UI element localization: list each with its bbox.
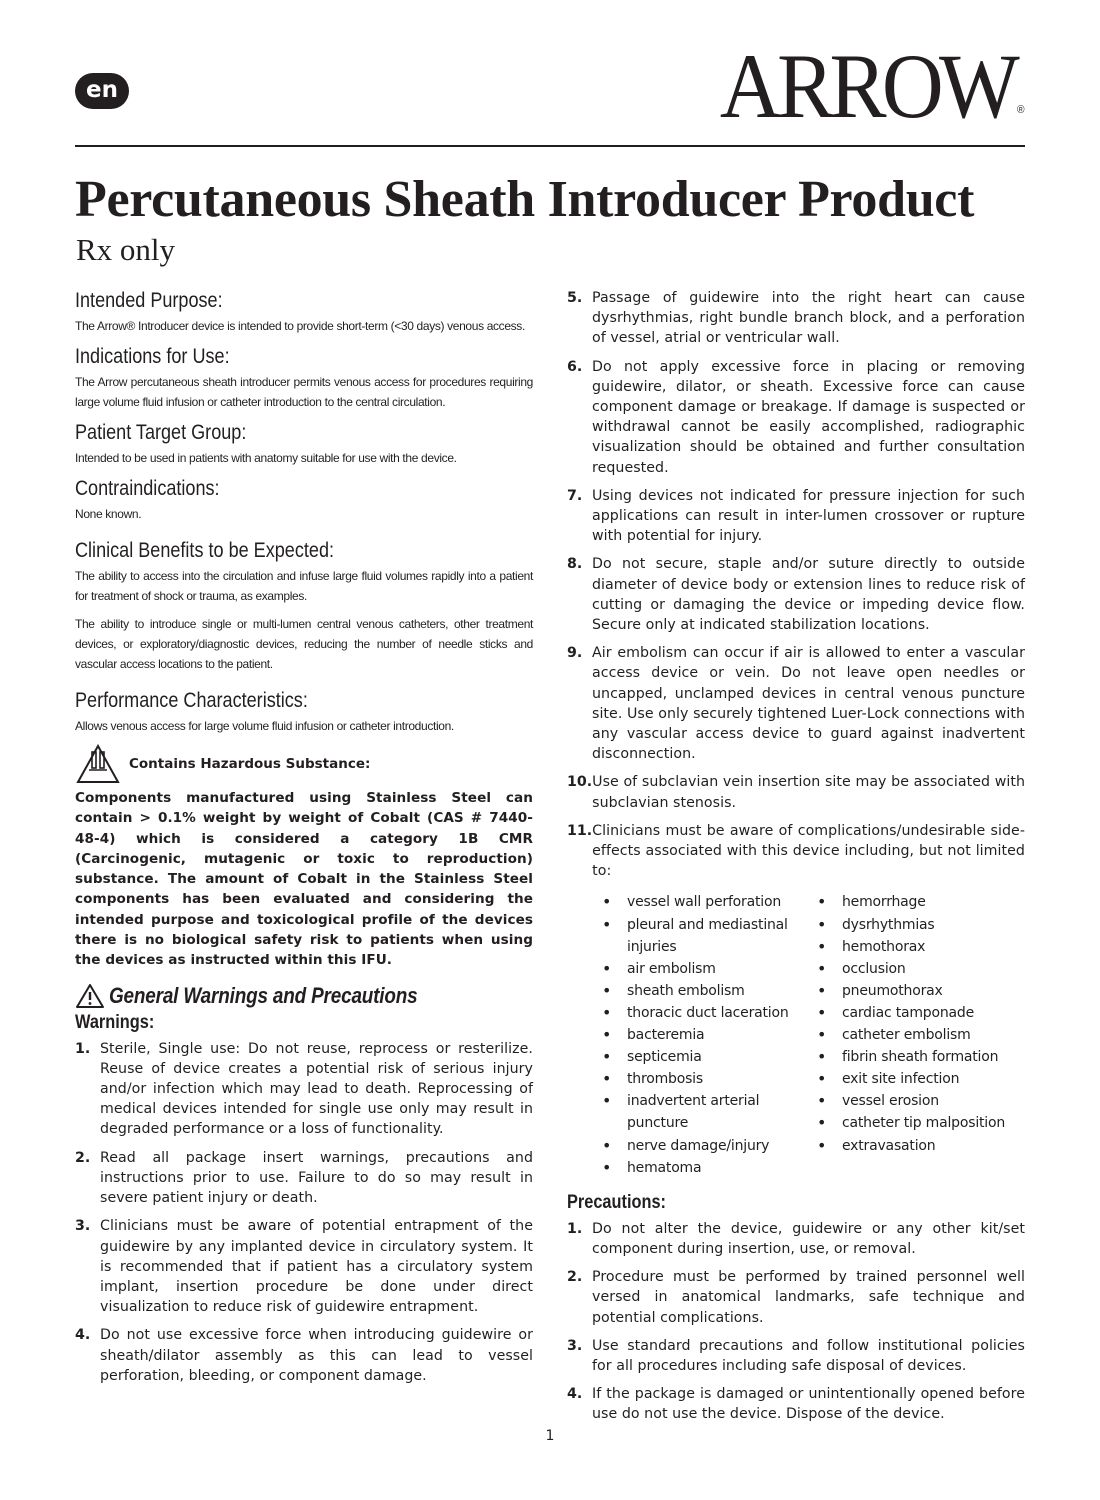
warning-number: 9. [567,645,583,662]
warning-text: Read all package insert warnings, precautions and instructions prior to use. Failure to do so may result in severe patient injury or death. [100,1149,533,1207]
hazardous-substance-heading: Contains Hazardous Substance: [129,756,371,772]
indications-text: The Arrow percutaneous sheath introducer permits venous access for procedures requiring large volume fluid infusion or catheter introduction to the central circulation. [75,375,533,409]
precaution-text: Procedure must be performed by trained personnel well versed in anatomical landmarks, safe technique and potential complications. [592,1269,1025,1326]
registered-mark: ® [1017,104,1025,116]
precaution-number: 2. [567,1269,583,1286]
complication-item: • thoracic duct laceration [600,1002,815,1024]
complication-item: • sheath embolism [600,980,815,1002]
complications-column-2 [815,891,1020,1178]
warning-number: 7. [567,487,583,504]
right-column [567,288,1025,1433]
warning-text: Clinicians must be aware of complications/undesirable side-effects associated with this device including, but not limited to: [592,822,1025,880]
warning-item [567,821,1025,882]
precaution-number: 3. [567,1337,583,1354]
hazardous-substance-header [75,744,533,784]
complication-item: • occlusion [815,958,1020,980]
complication-item: • hemorrhage [815,891,1020,913]
language-badge: en [75,73,129,109]
patient-target-group-text: Intended to be used in patients with anatomy suitable for use with the device. [75,451,457,465]
contraindications-text: None known. [75,507,142,521]
clinical-benefits-paragraph-2: The ability to introduce single or multi-lumen central venous catheters, other treatment devices, or exploratory/diagnostic devices, reducing the number of needle sticks and vascular access locations to the patient. [75,617,533,671]
patient-target-group-heading: Patient Target Group: [75,421,247,444]
warning-text: Sterile, Single use: Do not reuse, reprocess or resterilize. Reuse of device creates a potential risk of serious injury and/or infection which may lead to death. Reprocessing of medical devices intended for single use only may result in degraded performance or a loss of functionality. [100,1040,533,1138]
warning-item [567,554,1025,635]
warning-number: 3. [75,1218,91,1235]
warning-item [75,1039,533,1140]
precaution-item [567,1267,1025,1328]
general-warnings-heading: General Warnings and Precautions [109,982,418,1008]
warnings-heading: Warnings: [75,1011,155,1033]
complication-item: • hemothorax [815,936,1020,958]
precaution-item [567,1219,1025,1259]
complication-item: • fibrin sheath formation [815,1046,1020,1068]
warning-item [567,772,1025,812]
complication-item: • nerve damage/injury [600,1135,815,1157]
complication-item: • catheter embolism [815,1024,1020,1046]
clinical-benefits-heading: Clinical Benefits to be Expected: [75,539,335,562]
hazardous-substance-text: Components manufactured using Stainless Steel can contain > 0.1% weight by weight of Cobalt (CAS # 7440-48-4) which is considered a category 1B CMR (Carcinogenic, mutagenic or toxic to reproduction) substance. The amount of Cobalt in the Stainless Steel components has been evaluated and considering the intended purpose and toxicological profile of the devices there is no biological safety risk to patients when using the devices as instructed within this IFU. [75,790,533,969]
warning-text: Using devices not indicated for pressure injection for such applications can result in inter-lumen crossover or rupture with potential for injury. [592,487,1025,545]
warning-text: Air embolism can occur if air is allowed to enter a vascular access device or vein. Do not leave open needles or uncapped, unclamped devices in central venous puncture site. Use only securely tightened Luer-Lock connections with any vascular access device to guard against inadvertent disconnection. [592,645,1025,763]
warning-item [75,1148,533,1209]
complication-item: • vessel wall perforation [600,891,815,913]
general-warnings-header [75,983,533,1009]
document-title: Percutaneous Sheath Introducer Product [75,171,975,228]
left-column [75,288,533,1394]
warning-number: 2. [75,1149,91,1166]
complication-item: • dysrhythmias [815,914,1020,936]
warnings-list-right [567,288,1025,881]
complication-item: • bacteremia [600,1024,815,1046]
complication-item: • pneumothorax [815,980,1020,1002]
complications-list [600,891,1025,1178]
arrow-logo [720,35,1025,160]
header-rule [75,145,1025,147]
warning-number: 5. [567,290,583,306]
indications-heading: Indications for Use: [75,345,230,368]
complication-item: • catheter tip malposition [815,1112,1020,1134]
warning-text: Do not secure, staple and/or suture directly to outside diameter of device body or extension lines to reduce risk of cutting or damaging the device or impeding device flow. Secure only at indicated stabilization locations. [592,556,1025,634]
precaution-number: 1. [567,1220,583,1237]
complication-item: • cardiac tamponade [815,1002,1020,1024]
document-subtitle: Rx only [76,232,176,267]
complication-item: • septicemia [600,1046,815,1068]
warning-item [567,357,1025,478]
complication-item: • air embolism [600,958,815,980]
precautions-list [567,1219,1025,1425]
complication-item: • inadvertent arterial puncture [600,1090,815,1134]
clinical-benefits-paragraph-1: The ability to access into the circulation and infuse large fluid volumes rapidly into a patient for treatment of shock or trauma, as examples. [75,569,533,603]
warning-number: 11. [567,822,593,839]
page-number: 1 [545,1428,555,1444]
brand-name: ARROW [720,35,1016,137]
intended-purpose-heading: Intended Purpose: [75,289,223,312]
warning-item [567,288,1025,349]
warning-triangle-icon [75,983,105,1009]
complication-item: • vessel erosion [815,1090,1020,1112]
warning-number: 6. [567,358,583,375]
performance-text: Allows venous access for large volume fluid infusion or catheter introduction. [75,719,454,733]
warning-number: 4. [75,1327,91,1344]
precaution-text: Do not alter the device, guidewire or any other kit/set component during insertion, use, or removal. [592,1220,1025,1257]
precaution-text: Use standard precautions and follow institutional policies for all procedures including safe disposal of devices. [592,1337,1025,1374]
warnings-list-left [75,1039,533,1386]
warning-text: Clinicians must be aware of potential entrapment of the guidewire by any implanted device in circulatory system. It is recommended that if patient has a circulatory system implant, insertion procedure be done under direct visualization to reduce risk of guidewire entrapment. [100,1218,533,1316]
precaution-item [567,1384,1025,1424]
precaution-number: 4. [567,1386,583,1403]
complication-item: • thrombosis [600,1068,815,1090]
precaution-item [567,1336,1025,1376]
complication-item: • hematoma [600,1157,815,1179]
warning-text: Passage of guidewire into the right heart can cause dysrhythmias, right bundle branch block, and a perforation of vessel, atrial or ventricular wall. [592,290,1025,347]
complication-item: • pleural and mediastinal injuries [600,914,815,958]
precautions-heading: Precautions: [567,1191,666,1213]
warning-text: Do not apply excessive force in placing or removing guidewire, dilator, or sheath. Excessive force can cause component damage or breakage. If damage is suspected or withdrawal cannot be easily accomplished, radiographic visualization should be obtained and further consultation requested. [592,358,1025,476]
precaution-text: If the package is damaged or unintentionally opened before use do not use the device. Dispose of the device. [592,1386,1025,1423]
complication-item: • extravasation [815,1135,1020,1157]
complication-item: • exit site infection [815,1068,1020,1090]
warning-number: 10. [567,774,593,791]
hazardous-substance-icon [75,744,121,784]
intended-purpose-text: The Arrow® Introducer device is intended to provide short-term (<30 days) venous access. [75,319,525,333]
warning-text: Do not use excessive force when introducing guidewire or sheath/dilator assembly as this can lead to vessel perforation, bleeding, or component damage. [100,1327,533,1384]
warning-item [567,486,1025,547]
warning-item [567,643,1025,764]
contraindications-heading: Contraindications: [75,477,220,500]
warning-text: Use of subclavian vein insertion site may be associated with subclavian stenosis. [592,774,1025,811]
warning-number: 8. [567,556,583,573]
performance-heading: Performance Characteristics: [75,689,308,712]
warning-item [75,1216,533,1317]
warning-number: 1. [75,1040,91,1057]
complications-column-1 [600,891,815,1178]
warning-item [75,1325,533,1386]
